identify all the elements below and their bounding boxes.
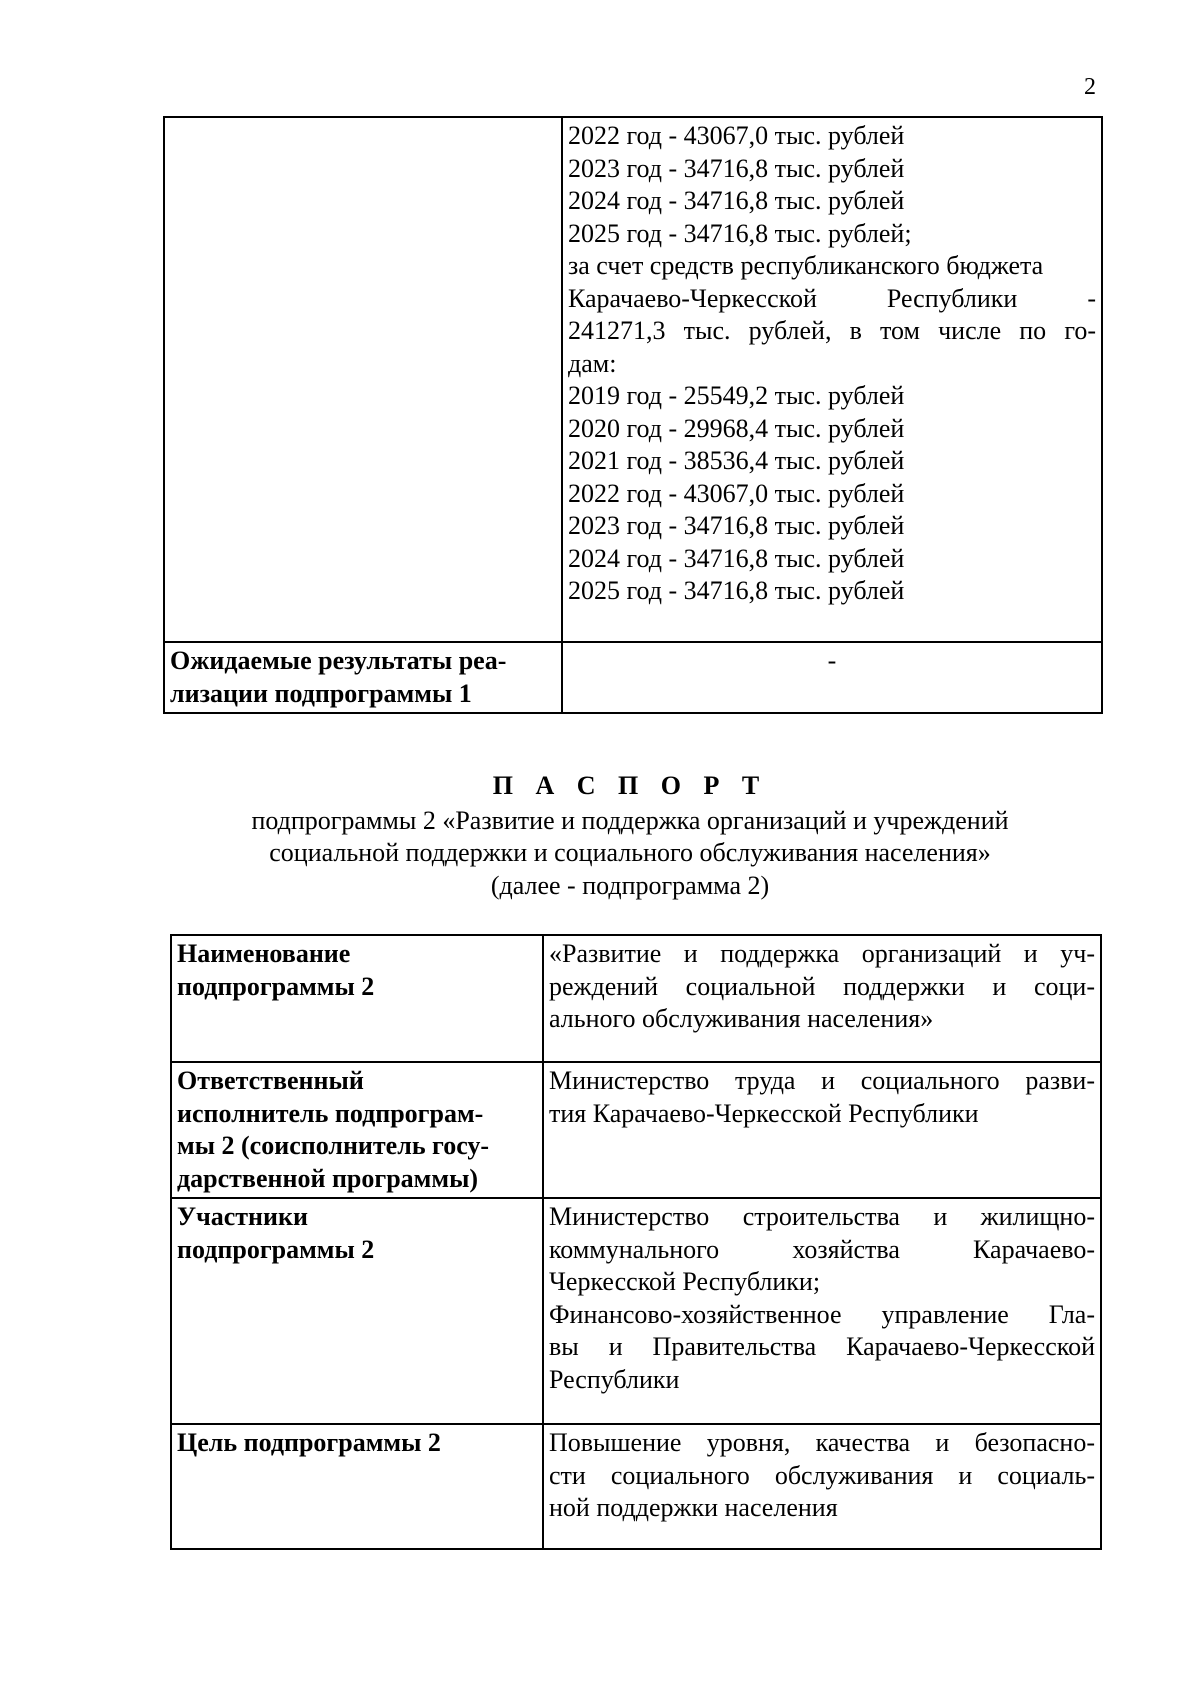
table-cell-value: [562, 117, 1102, 642]
table-row: [164, 642, 1102, 713]
funding-line: 2021 год - 38536,4 тыс. рублей: [568, 446, 905, 475]
passport-heading: [0, 770, 1200, 902]
passport-table: [170, 934, 1102, 1550]
table-row: [171, 1424, 1101, 1549]
funding-line: 2023 год - 34716,8 тыс. рублей: [568, 153, 905, 183]
funding-line: 2020 год - 29968,4 тыс. рублей: [568, 413, 905, 443]
goal-label: Цель подпрограммы 2: [171, 1424, 543, 1549]
funding-line: 2025 год - 34716,8 тыс. рублей: [568, 576, 905, 605]
participants-label: Участники подпрограммы 2: [171, 1198, 543, 1424]
funding-line: 2022 год - 43067,0 тыс. рублей: [568, 121, 905, 150]
funding-line: Карачаево-Черкесской Республики -: [568, 283, 1096, 313]
table-row: [171, 1062, 1101, 1198]
table-row: [171, 1198, 1101, 1424]
passport-subtitle-line: (далее - подпрограмма 2): [490, 870, 770, 900]
goal-value: Повышение уровня, качества и безопасно- сти социального обслуживания и социаль- ной поддержки населения: [543, 1424, 1101, 1549]
funding-line: 241271,3 тыс. рублей, в том числе по го-: [568, 316, 1096, 345]
responsible-executor-label: Ответственный исполнитель подпрограм- мы 2 (соисполнитель госу- дарственной программы): [171, 1062, 543, 1198]
funding-line: дам:: [568, 348, 617, 378]
table-row: [171, 935, 1101, 1062]
subprogram-name-value: «Развитие и поддержка организаций и уч- реждений социальной поддержки и соци- ального обслуживания населения»: [543, 935, 1101, 1062]
table-cell-label: [164, 117, 562, 642]
page-number: 2: [1084, 74, 1096, 100]
passport-subtitle-line: социальной поддержки и социального обслуживания населения»: [269, 838, 991, 867]
funding-line: 2024 год - 34716,8 тыс. рублей: [568, 543, 905, 573]
passport-title: П А С П О Р Т: [492, 771, 768, 800]
funding-line: 2024 год - 34716,8 тыс. рублей: [568, 186, 905, 215]
funding-line: 2019 год - 25549,2 тыс. рублей: [568, 381, 905, 410]
subprogram-name-label: Наименование подпрограммы 2: [171, 935, 543, 1062]
funding-line: за счет средств республиканского бюджета: [568, 251, 1044, 280]
participants-value: Министерство строительства и жилищно- коммунального хозяйства Карачаево- Черкесской Республики; Финансово-хозяйственное управление Гла- вы и Правительства Карачаево-Черкесской Республики: [543, 1198, 1101, 1424]
expected-results-value: -: [562, 642, 1102, 713]
expected-results-label: Ожидаемые результаты реа- лизации подпрограммы 1: [164, 642, 562, 713]
funding-line: 2022 год - 43067,0 тыс. рублей: [568, 478, 905, 508]
funding-table: [163, 116, 1103, 714]
table-row: [164, 117, 1102, 642]
responsible-executor-value: Министерство труда и социального разви- тия Карачаево-Черкесской Республики: [543, 1062, 1101, 1198]
funding-line: 2023 год - 34716,8 тыс. рублей: [568, 511, 905, 540]
passport-subtitle-line: подпрограммы 2 «Развитие и поддержка организаций и учреждений: [251, 805, 1009, 835]
funding-line: 2025 год - 34716,8 тыс. рублей;: [568, 218, 912, 248]
